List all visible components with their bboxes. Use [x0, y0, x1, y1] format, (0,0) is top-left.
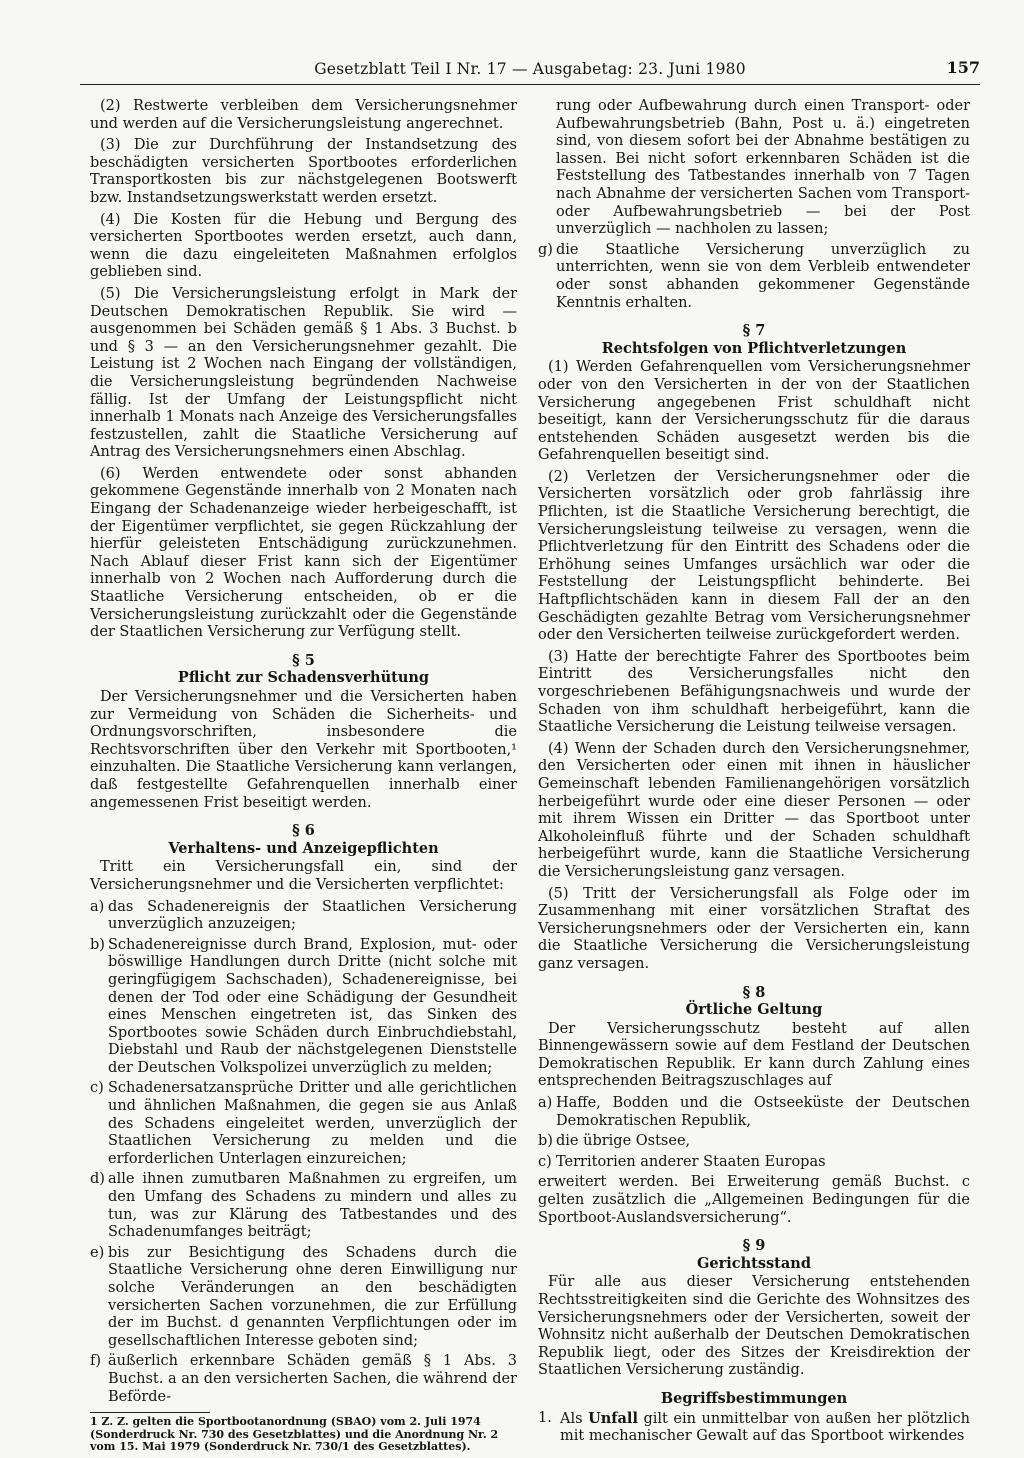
- list-item: [538, 242, 970, 312]
- list-item: [538, 1133, 970, 1151]
- section-8-intro: Der Versicherungsschutz besteht auf allen Binnengewässern sowie auf dem Festland der Deutschen Demokratischen Republik. Er kann durch Zahlung eines entsprechenden Beitragszuschlages auf: [538, 1020, 970, 1090]
- definitions-title: Begriffsbestimmungen: [660, 1389, 848, 1407]
- running-head: [80, 60, 980, 85]
- section-5-title: Pflicht zur Schadensverhütung: [177, 669, 430, 687]
- list-item: [90, 899, 517, 934]
- list-item: [90, 1080, 517, 1168]
- list-item-mark: b): [538, 1133, 553, 1150]
- section-7-title: Rechtsfolgen von Pflichtverletzungen: [601, 339, 907, 357]
- running-head-title: Gesetzblatt Teil I Nr. 17 — Ausgabetag: 23. Juni 1980: [314, 60, 746, 78]
- definition-text: [560, 1410, 970, 1446]
- list-item-text: die Staatliche Versicherung unverzüglich zu unterrichten, wenn sie von dem Verbleib entwendeter oder sonst abhanden gekommener Gegenstände Kenntnis erhalten.: [556, 241, 970, 311]
- list-item-text: Schadenereignisse durch Brand, Explosion, mut- oder böswillige Handlungen durch Dritte (nicht solche mit geringfügigem Sachschaden), Schadenereignisse, bei denen der Tod oder eine Schädigung der Gesundheit eines Menschen eingetreten ist, das Sinken des Sportbootes sowie Schäden durch Einbruchdiebstahl, Diebstahl und Raub der nächstgelegenen Dienststelle der Deutschen Volkspolizei unverzüglich zu melden;: [108, 936, 517, 1076]
- paragraph-3: (3) Die zur Durchführung der Instandsetzung des beschädigten versicherten Sportbootes erforderlichen Transportkosten bis zur nächstgelegenen Bootswerft bzw. Instandsetzungswerkstatt werden ersetzt.: [90, 137, 517, 206]
- paragraph-5: (5) Die Versicherungsleistung erfolgt in Mark der Deutschen Demokratischen Republik. Sie wird — ausgenommen bei Schäden gemäß § 1 Abs. 3 Buchst. b und § 3 — an den Versicherungsnehmer gezahlt. Die Leistung ist 2 Wochen nach Eingang der vollständigen, die Versicherungsleistung begründenden Nachweise fällig. Ist der Umfang der Leistungspflicht nicht innerhalb 1 Monats nach Anzeige des Versicherungsfalles festzustellen, zahlt die Staatliche Versicherung auf Antrag des Versicherungsnehmers einen Abschlag.: [90, 285, 517, 461]
- list-item-mark: c): [90, 1080, 104, 1097]
- section-6-title: Verhaltens- und Anzeigepflichten: [168, 839, 439, 857]
- left-column: [90, 98, 517, 1458]
- definition-lead: Als: [560, 1410, 583, 1427]
- section-8-outro: erweitert werden. Bei Erweiterung gemäß Buchst. c gelten zusätzlich die „Allgemeinen Bedingungen für die Sportboot-Auslandsversicherung“.: [538, 1174, 970, 1226]
- list-item-mark: a): [90, 898, 105, 915]
- section-7-paragraph-5: (5) Tritt der Versicherungsfall als Folge oder im Zusammenhang mit einer vorsätzlichen Straftat des Versicherungsnehmers oder der Versicherten ein, kann die Staatliche Versicherung die Versicherungsleistung ganz versagen.: [538, 885, 970, 972]
- list-item-text: alle ihnen zumutbaren Maßnahmen zu ergreifen, um den Umfang des Schadens zu mindern und alles zu tun, was zur Klärung des Tatbestandes und des Schadenumfanges beiträgt;: [108, 1171, 517, 1241]
- list-item: [90, 1353, 517, 1406]
- list-item-mark-spacer: [538, 98, 556, 239]
- definition-body: gilt ein unmittelbar von außen her plötzlich mit mechanischer Gewalt auf das Sportboot wirkendes: [560, 1410, 971, 1445]
- section-6-number: § 6: [292, 822, 315, 840]
- section-5-number: § 5: [292, 651, 315, 669]
- section-6-intro: Tritt ein Versicherungsfall ein, sind der Versicherungsnehmer und die Versicherten verpflichtet:: [90, 859, 517, 893]
- list-item: [90, 1171, 517, 1241]
- footnote-divider: [90, 1412, 210, 1413]
- page-number: 157: [946, 58, 980, 77]
- section-7-paragraph-4: (4) Wenn der Schaden durch den Versicherungsnehmer, den Versicherten oder einen mit ihnen in häuslicher Gemeinschaft lebenden Familienangehörigen vorsätzlich herbeigeführt wurde oder eine dieser Personen — oder mit ihrem Wissen ein Dritter — das Sportboot unter Alkoholeinfluß führte und der Schaden schuldhaft herbeigeführt wurde, kann die Staatliche Versicherung die Versicherungsleistung ganz versagen.: [538, 740, 970, 880]
- list-item: [90, 1245, 517, 1351]
- list-item-text: das Schadenereignis der Staatlichen Versicherung unverzüglich anzuzeigen;: [108, 898, 517, 933]
- list-item: [90, 937, 517, 1078]
- section-7-paragraph-2: (2) Verletzen der Versicherungsnehmer oder die Versicherten vorsätzlich oder grob fahrlässig ihre Pflichten, ist die Staatliche Versicherung berechtigt, die Versicherungsleistung teilweise zu versagen, wenn die Pflichtverletzung für den Eintritt des Schadens oder die Erhöhung seines Umfanges ursächlich war oder die Feststellung der Leistungspflicht behinderte. Bei Haftpflichtschäden kann in diesem Fall der an den Geschädigten gezahlte Betrag vom Versicherungsnehmer oder den Versicherten teilweise zurückgefordert werden.: [538, 468, 970, 644]
- section-9-title: Gerichtsstand: [697, 1254, 811, 1272]
- list-item-mark: d): [90, 1171, 105, 1188]
- section-7-paragraph-1: (1) Werden Gefahrenquellen vom Versicherungsnehmer oder von den Versicherten in der von der Staatlichen Versicherung angegebenen Frist schuldhaft nicht beseitigt, kann der Versicherungsschutz für die daraus entstehenden Schäden ausgesetzt werden bis die Gefahrenquellen beseitigt sind.: [538, 359, 970, 464]
- section-8-title: Örtliche Geltung: [685, 1001, 823, 1019]
- list-item-mark: e): [90, 1244, 105, 1261]
- list-item-text: die übrige Ostsee,: [556, 1133, 691, 1150]
- list-item: [538, 1095, 970, 1130]
- section-7-paragraph-3: (3) Hatte der berechtigte Fahrer des Sportbootes beim Eintritt des Versicherungsfalles nicht den vorgeschriebenen Befähigungsnachweis und wurde der Schaden von ihm schuldhaft herbeigeführt, kann die Staatliche Versicherung die Leistung teilweise versagen.: [538, 648, 970, 736]
- list-item-continuation: [538, 98, 970, 239]
- list-item-mark: c): [538, 1153, 552, 1170]
- paragraph-4: (4) Die Kosten für die Hebung und Bergung des versicherten Sportbootes werden ersetzt, auch dann, wenn die dazu eingeleiteten Maßnahmen erfolglos geblieben sind.: [90, 211, 517, 281]
- list-item-mark: f): [90, 1353, 102, 1370]
- footnote: 1 Z. Z. gelten die Sportbootanordnung (SBAO) vom 2. Juli 1974 (Sonderdruck Nr. 730 des Gesetzblattes) und die Anordnung Nr. 2 vom 15. Mai 1979 (Sonderdruck Nr. 730/1 des Gesetzblattes).: [90, 1415, 499, 1454]
- list-item: [538, 1154, 970, 1172]
- definition-item: [538, 1410, 970, 1446]
- list-item-mark: g): [538, 241, 553, 258]
- definition-number: 1.: [538, 1409, 552, 1426]
- list-item-text: rung oder Aufbewahrung durch einen Transport- oder Aufbewahrungsbetrieb (Bahn, Post u. ä.) eingetreten sind, von diesem sofort bei der Abnahme bestätigen zu lassen. Bei nicht sofort erkennbaren Schäden ist die Feststellung des Tatbestandes innerhalb von 7 Tagen nach Abnahme der versicherten Sachen vom Transport- oder Aufbewahrungsbetrieb — bei der Post unverzüglich — nachholen zu lassen;: [556, 98, 970, 238]
- section-9-text: Für alle aus dieser Versicherung entstehenden Rechtsstreitigkeiten sind die Gerichte des Wohnsitzes des Versicherungsnehmers oder der Versicherten, soweit der Wohnsitz nicht außerhalb der Deutschen Demokratischen Republik liegt, oder des Sitzes der Kreisdirektion der Staatlichen Versicherung zuständig.: [538, 1274, 970, 1379]
- list-item-mark: a): [538, 1095, 553, 1112]
- list-item-text: bis zur Besichtigung des Schadens durch die Staatliche Versicherung ohne deren Einwilligung nur solche Veränderungen an den beschädigten versicherten Sachen vorzunehmen, die zur Erfüllung der im Buchst. d genannten Verpflichtungen oder im gesellschaftlichen Interesse geboten sind;: [108, 1244, 517, 1349]
- list-item-text: Haffe, Bodden und die Ostseeküste der Deutschen Demokratischen Republik,: [556, 1095, 970, 1129]
- list-item-text: Schadenersatzansprüche Dritter und alle gerichtlichen und ähnlichen Maßnahmen, die gegen sie aus Anlaß des Schadens eingeleitet werden, unverzüglich der Staatlichen Versicherung zu melden und die erforderlichen Unterlagen einzureichen;: [108, 1080, 517, 1167]
- section-9-number: § 9: [742, 1237, 766, 1255]
- list-item-text: Territorien anderer Staaten Europas: [556, 1153, 826, 1170]
- list-item-mark: b): [90, 936, 105, 953]
- section-5-text: Der Versicherungsnehmer und die Versicherten haben zur Vermeidung von Schäden die Sicherheits- und Ordnungsvorschriften, insbesondere die Rechtsvorschriften über den Verkehr mit Sportbooten,¹ einzuhalten. Die Staatliche Versicherung kann verlangen, daß festgestellte Gefahrenquellen innerhalb einer angemessenen Frist beseitigt werden.: [90, 689, 517, 811]
- paragraph-6: (6) Werden entwendete oder sonst abhanden gekommene Gegenstände innerhalb von 2 Monaten nach Eingang der Schadenanzeige wieder herbeigeschafft, ist der Eigentümer verpflichtet, sie gegen Rückzahlung der hierfür geleisteten Entschädigung zurückzunehmen. Nach Ablauf dieser Frist kann sich der Eigentümer innerhalb von 2 Wochen nach Aufforderung durch die Staatliche Versicherung entscheiden, ob er die Versicherungsleistung zurückzahlt oder die Gegenstände der Staatlichen Versicherung zur Verfügung stellt.: [90, 465, 517, 641]
- section-7-number: § 7: [742, 322, 766, 340]
- definition-term: Unfall: [588, 1409, 638, 1427]
- paragraph-2: (2) Restwerte verbleiben dem Versicherungsnehmer und werden auf die Versicherungsleistung angerechnet.: [90, 98, 517, 132]
- list-item-text: äußerlich erkennbare Schäden gemäß § 1 Abs. 3 Buchst. a an den versicherten Sachen, die während der Beförde-: [108, 1353, 517, 1405]
- section-8-number: § 8: [742, 983, 766, 1001]
- right-column: [538, 98, 970, 1446]
